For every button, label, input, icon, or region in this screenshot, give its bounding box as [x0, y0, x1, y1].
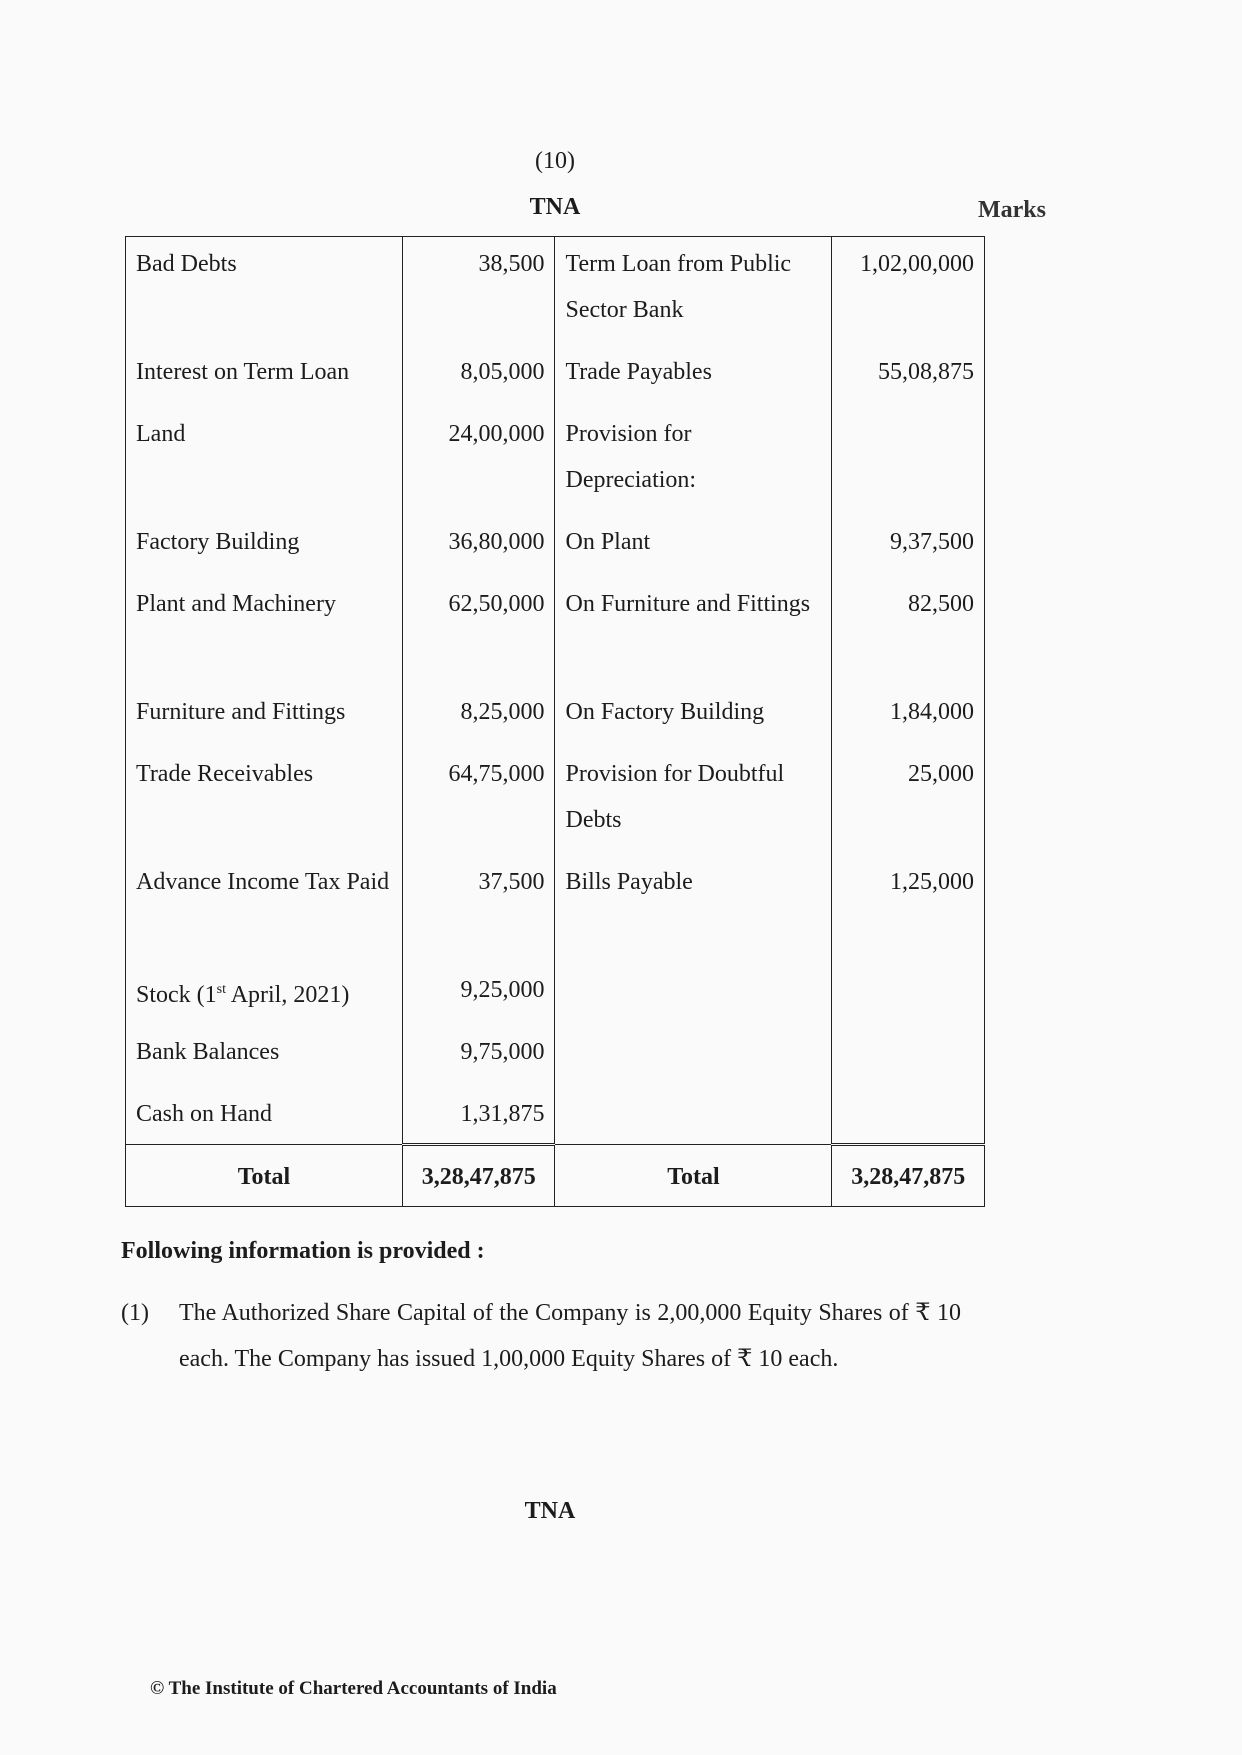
debit-label: Furniture and Fittings	[126, 679, 403, 741]
credit-label: Provision for Depreciation:	[555, 401, 832, 509]
credit-amount	[832, 1081, 985, 1145]
credit-amount	[832, 1019, 985, 1081]
credit-label	[555, 1081, 832, 1145]
table-row	[126, 849, 985, 957]
credit-amount: 1,84,000	[832, 679, 985, 741]
debit-amount: 37,500	[402, 849, 555, 957]
debit-label: Plant and Machinery	[126, 571, 403, 679]
debit-amount: 38,500	[402, 237, 555, 340]
credit-amount	[832, 401, 985, 509]
debit-label: Advance Income Tax Paid	[126, 849, 403, 957]
table-row	[126, 339, 985, 401]
table-row	[126, 571, 985, 679]
credit-label: On Furniture and Fittings	[555, 571, 832, 679]
credit-amount: 9,37,500	[832, 509, 985, 571]
info-item-text: The Authorized Share Capital of the Company is 2,00,000 Equity Shares of ₹ 10 each. The Company has issued 1,00,000 Equity Shares of ₹ 10 each.	[179, 1300, 961, 1372]
credit-label	[555, 1019, 832, 1081]
credit-total-label: Total	[555, 1145, 832, 1207]
table-row	[126, 741, 985, 849]
credit-amount	[832, 957, 985, 1019]
debit-amount: 9,75,000	[402, 1019, 555, 1081]
debit-amount: 9,25,000	[402, 957, 555, 1019]
credit-amount: 1,02,00,000	[832, 237, 985, 340]
credit-total-amount: 3,28,47,875	[832, 1145, 985, 1207]
credit-label: On Plant	[555, 509, 832, 571]
credit-label: Provision for Doubtful Debts	[555, 741, 832, 849]
debit-label: Trade Receivables	[126, 741, 403, 849]
credit-amount: 1,25,000	[832, 849, 985, 957]
info-item-number: (1)	[121, 1300, 149, 1326]
table-row	[126, 509, 985, 571]
debit-label: Stock (1st April, 2021)	[126, 957, 403, 1019]
debit-label: Bank Balances	[126, 1019, 403, 1081]
credit-label: Bills Payable	[555, 849, 832, 957]
credit-label: On Factory Building	[555, 679, 832, 741]
table-row	[126, 1081, 985, 1145]
footer-copyright: © The Institute of Chartered Accountants of India	[150, 1678, 557, 1699]
debit-label: Land	[126, 401, 403, 509]
credit-label: Term Loan from Public Sector Bank	[555, 237, 832, 340]
debit-total-amount: 3,28,47,875	[402, 1145, 555, 1207]
credit-label	[555, 957, 832, 1019]
table-row	[126, 957, 985, 1019]
table-row	[126, 401, 985, 509]
tna-heading-bottom: TNA	[524, 1498, 576, 1524]
debit-total-label: Total	[126, 1145, 403, 1207]
info-heading: Following information is provided :	[121, 1238, 485, 1264]
table-row	[126, 679, 985, 741]
credit-amount: 25,000	[832, 741, 985, 849]
trial-balance-table	[125, 236, 985, 1207]
marks-heading: Marks	[978, 197, 1046, 223]
debit-amount: 64,75,000	[402, 741, 555, 849]
info-item	[121, 1290, 961, 1382]
table-total-row	[126, 1145, 985, 1207]
credit-label: Trade Payables	[555, 339, 832, 401]
debit-amount: 8,05,000	[402, 339, 555, 401]
debit-amount: 1,31,875	[402, 1081, 555, 1145]
table-row	[126, 1019, 985, 1081]
page-number: (10)	[535, 148, 575, 174]
debit-label: Factory Building	[126, 509, 403, 571]
debit-label: Interest on Term Loan	[126, 339, 403, 401]
debit-label: Cash on Hand	[126, 1081, 403, 1145]
debit-amount: 24,00,000	[402, 401, 555, 509]
debit-amount: 62,50,000	[402, 571, 555, 679]
credit-amount: 55,08,875	[832, 339, 985, 401]
debit-amount: 36,80,000	[402, 509, 555, 571]
debit-label: Bad Debts	[126, 237, 403, 340]
table-row	[126, 237, 985, 340]
credit-amount: 82,500	[832, 571, 985, 679]
debit-amount: 8,25,000	[402, 679, 555, 741]
tna-heading-top: TNA	[529, 194, 581, 220]
